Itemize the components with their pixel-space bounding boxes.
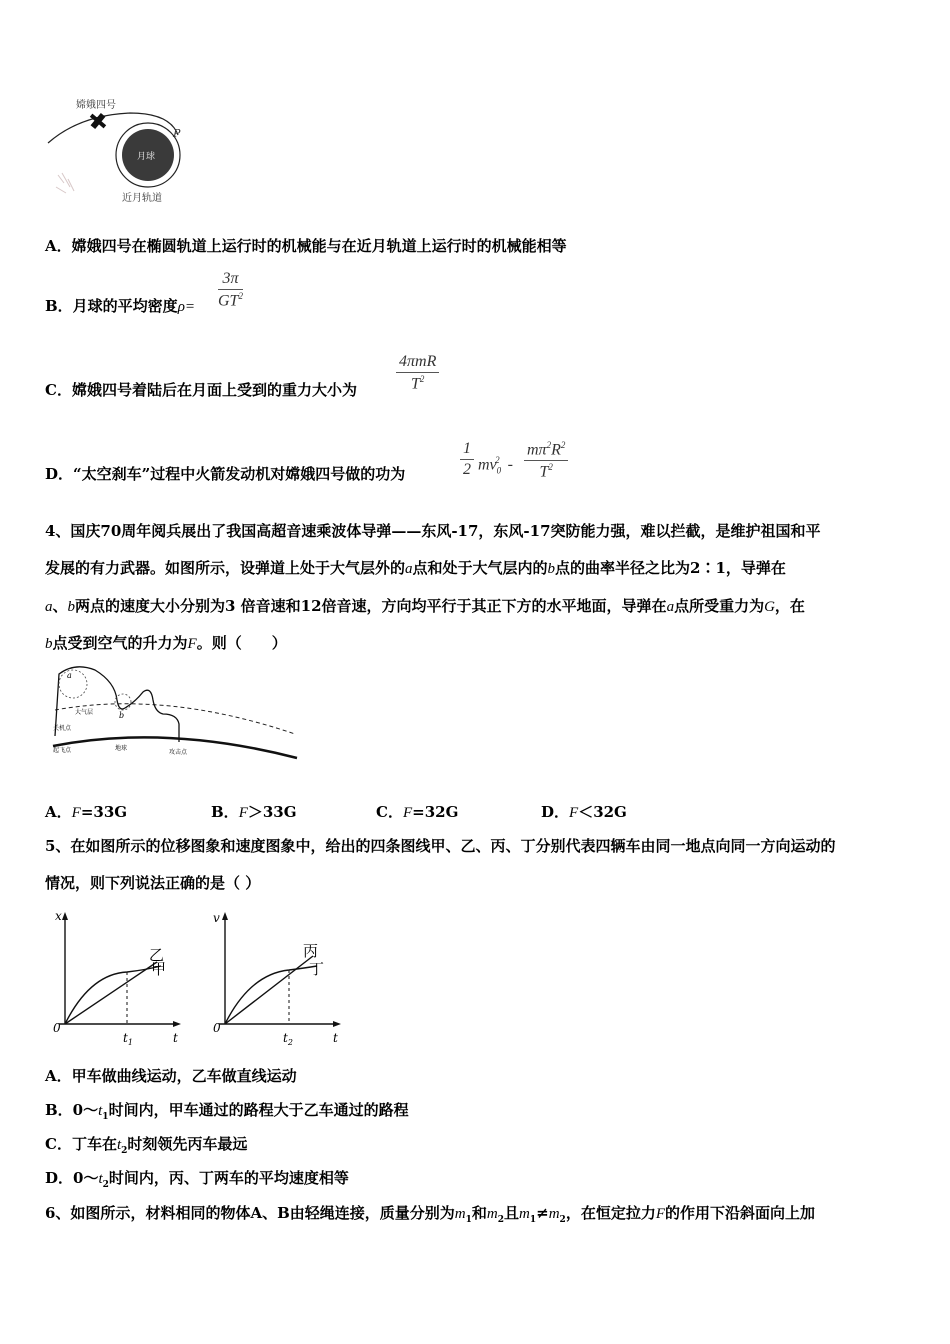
q5-option-b (45, 1100, 409, 1127)
q6-m2b: m (548, 1206, 560, 1222)
q5-c-sub: 2 (121, 1146, 128, 1156)
q3-d-half-num: 1 (463, 440, 471, 457)
q3-b-fraction (218, 270, 243, 310)
q3-d-den-exp: 2 (548, 462, 553, 473)
q6-line-1 (45, 1203, 815, 1230)
q4-option-b (211, 802, 297, 823)
probe-label: 嫦娥四号 (76, 100, 116, 111)
q3-d-mv-exp: 2 (495, 455, 500, 465)
q4-a-val: =33G (80, 803, 128, 821)
q5-d-post: 时间内，丙、丁两车的平均速度相等 (108, 1169, 349, 1187)
x-t-t1: t (123, 1031, 128, 1045)
scribble-marks (56, 173, 74, 193)
q3-d-num-r: R (551, 441, 561, 459)
q4-line-4 (45, 633, 287, 654)
q4-line-3 (45, 596, 805, 617)
q4-l3-c: b (67, 599, 76, 615)
q5-option-d (45, 1168, 349, 1195)
q6-s1: 1 (465, 1215, 472, 1225)
q4-d-f: F (569, 805, 579, 821)
q3-c-fraction (396, 353, 439, 393)
q5-line-1: 5、在如图所示的位移图象和速度图象中，给出的四条图线甲、乙、丙、丁分别代表四辆车由同一地点向同一方向运动的 (45, 837, 836, 855)
q6-neq: ≠ (536, 1204, 549, 1222)
launch-label: 起飞点 (53, 747, 72, 754)
v-t-t2-sub: 2 (287, 1038, 293, 1047)
q4-l3-g: G (764, 599, 775, 615)
x-t-x-label: t (173, 1031, 178, 1045)
q6-s1b: 1 (529, 1215, 537, 1225)
q3-option-d: D．“太空刹车”过程中火箭发动机对嫦娥四号做的功为 (45, 465, 406, 483)
q6-post2: 的作用下沿斜面向上加 (665, 1204, 816, 1222)
v-t-graph (205, 908, 345, 1048)
q4-option-d (541, 802, 627, 823)
x-t-graph (45, 908, 185, 1048)
q6-m1: m (454, 1206, 466, 1222)
q3-d-mv-sub: 0 (496, 465, 502, 476)
q4-l3-h: ，在 (774, 597, 805, 615)
v-t-y-label: v (213, 911, 220, 925)
q5-option-c (45, 1134, 247, 1161)
q4-l3-a: a (45, 599, 53, 615)
q4-l3-b: 、 (52, 597, 68, 615)
q6-s2b: 2 (559, 1215, 566, 1225)
q3-c-den: T (410, 375, 420, 393)
q4-b-val: ＞33G (247, 803, 297, 821)
q3-d-half (460, 440, 474, 479)
q3-b-text: B．月球的平均密度 (45, 297, 178, 315)
q4-l4-b: 点受到空气的升力为 (52, 634, 188, 652)
q5-d-t: t (98, 1171, 103, 1187)
q4-l2-c: 点和处于大气层内的 (412, 559, 548, 577)
q5-b-t: t (98, 1103, 103, 1119)
q4-a-label: A． (45, 803, 72, 821)
v-t-t2: t (283, 1031, 288, 1045)
v-t-x-label: t (333, 1031, 338, 1045)
q3-option-b (45, 296, 195, 317)
v-t-bing-label: 丙 (303, 942, 319, 960)
q6-pre: 6、如图所示，材料相同的物体A、B由轻绳连接，质量分别为 (45, 1204, 455, 1222)
q5-c-post: 时刻领先丙车最远 (127, 1135, 248, 1153)
moon-orbit-figure (40, 95, 200, 207)
q6-s2: 2 (497, 1215, 504, 1225)
q4-c-val: =32G (412, 803, 459, 821)
point-a-label: a (67, 671, 72, 680)
q3-d-den: T (539, 463, 549, 481)
q3-c-exp: 2 (419, 374, 425, 384)
q3-b-rho: ρ= (177, 299, 196, 315)
q4-l3-f: 点所受重力为 (674, 597, 765, 615)
q5-d-sub: 2 (102, 1180, 109, 1190)
shutdown-label: 关机点 (53, 725, 72, 732)
x-t-yi-label: 乙 (149, 946, 165, 964)
q3-c-num: 4πmR (399, 353, 437, 370)
q6-post: ，在恒定拉力 (565, 1204, 656, 1222)
q5-b-post: 时间内，甲车通过的路程大于乙车通过的路程 (108, 1101, 409, 1119)
atmosphere-label: 大气层 (75, 709, 94, 716)
q5-d-pre: D．0～ (45, 1169, 99, 1187)
target-label: 攻击点 (169, 749, 188, 756)
q6-f: F (655, 1206, 665, 1222)
q4-b-f: F (238, 805, 248, 821)
x-t-origin: 0 (53, 1021, 61, 1035)
q3-d-num-exp1: 2 (546, 440, 552, 450)
point-b-label: b (119, 711, 125, 720)
v-t-ding-label: 丁 (309, 960, 325, 978)
orbit-label: 近月轨道 (122, 193, 162, 204)
q4-option-c (376, 802, 458, 823)
q3-option-c: C．嫦娥四号着陆后在月面上受到的重力大小为 (45, 381, 357, 399)
missile-trajectory-figure (45, 662, 300, 766)
x-t-t1-sub: 1 (127, 1038, 133, 1047)
q4-l2-b: a (405, 561, 413, 577)
q3-d-mv-text: mv (478, 456, 497, 474)
q3-b-num: 3π (222, 270, 239, 287)
trajectory (55, 667, 179, 742)
q4-l3-e: a (666, 599, 675, 615)
q6-m2: m (486, 1206, 498, 1222)
q5-option-a: A．甲车做曲线运动，乙车做直线运动 (45, 1067, 297, 1085)
q4-a-f: F (71, 805, 81, 821)
q3-d-mv (478, 455, 513, 476)
curvature-circle-a (59, 670, 87, 698)
q3-d-num-exp2: 2 (560, 440, 566, 450)
v-t-ding-curve (225, 966, 317, 1024)
q4-l2-a: 发展的有力武器。如图所示，设弹道上处于大气层外的 (45, 559, 406, 577)
q4-c-f: F (402, 805, 413, 821)
earth-label: 地球 (115, 745, 128, 752)
satellite-icon (86, 109, 110, 133)
point-p-label: P (173, 127, 181, 140)
q4-l4-c: F (187, 636, 197, 652)
q5-line-2: 情况，则下列说法正确的是（ ） (45, 874, 261, 892)
v-t-bing-line (225, 956, 313, 1024)
x-t-t1-label (123, 1031, 133, 1047)
x-t-yi-line (65, 962, 157, 1024)
x-t-jia-curve (65, 966, 161, 1024)
q5-b-pre: B．0～ (45, 1101, 99, 1119)
q3-d-half-den: 2 (463, 461, 471, 478)
q3-b-exp: 2 (238, 291, 243, 301)
q3-d-num: mπ (527, 441, 547, 459)
q4-d-label: D． (541, 803, 570, 821)
q5-b-sub: 1 (102, 1112, 109, 1122)
v-t-t2-label (283, 1031, 293, 1047)
q4-l4-a: b (45, 636, 53, 652)
moon-label: 月球 (137, 152, 156, 162)
q6-qie: 且 (504, 1204, 520, 1222)
q4-l4-d: 。则（ ） (196, 634, 287, 652)
q5-c-t: t (116, 1137, 122, 1153)
q4-b-label: B． (211, 803, 239, 821)
q4-option-a (45, 802, 127, 823)
q3-b-den: GT (218, 292, 239, 310)
x-t-jia-label: 甲 (151, 960, 167, 978)
v-t-origin: 0 (213, 1021, 221, 1035)
q4-d-val: ＜32G (578, 803, 627, 821)
q4-line-1: 4、国庆70周年阅兵展出了我国高超音速乘波体导弹——东风-17，东风-17突防能力强，难以拦截，是维护祖国和平 (45, 522, 821, 540)
q3-option-a: A．嫦娥四号在椭圆轨道上运行时的机械能与在近月轨道上运行时的机械能相等 (45, 237, 567, 255)
q3-d-minus: - (507, 456, 513, 474)
q4-l2-e: 点的曲率半径之比为2∶1，导弹在 (555, 559, 786, 577)
q6-m1b: m (519, 1206, 530, 1222)
q3-d-fraction (524, 440, 568, 482)
q4-l2-d: b (547, 561, 556, 577)
q4-c-label: C． (376, 803, 403, 821)
q4-line-2 (45, 558, 786, 579)
q5-c-pre: C．丁车在 (45, 1135, 117, 1153)
x-t-y-label: x (55, 909, 62, 923)
q4-l3-d: 两点的速度大小分别为3 倍音速和12倍音速，方向均平行于其正下方的水平地面，导弹在 (75, 597, 667, 615)
q6-and: 和 (471, 1204, 487, 1222)
